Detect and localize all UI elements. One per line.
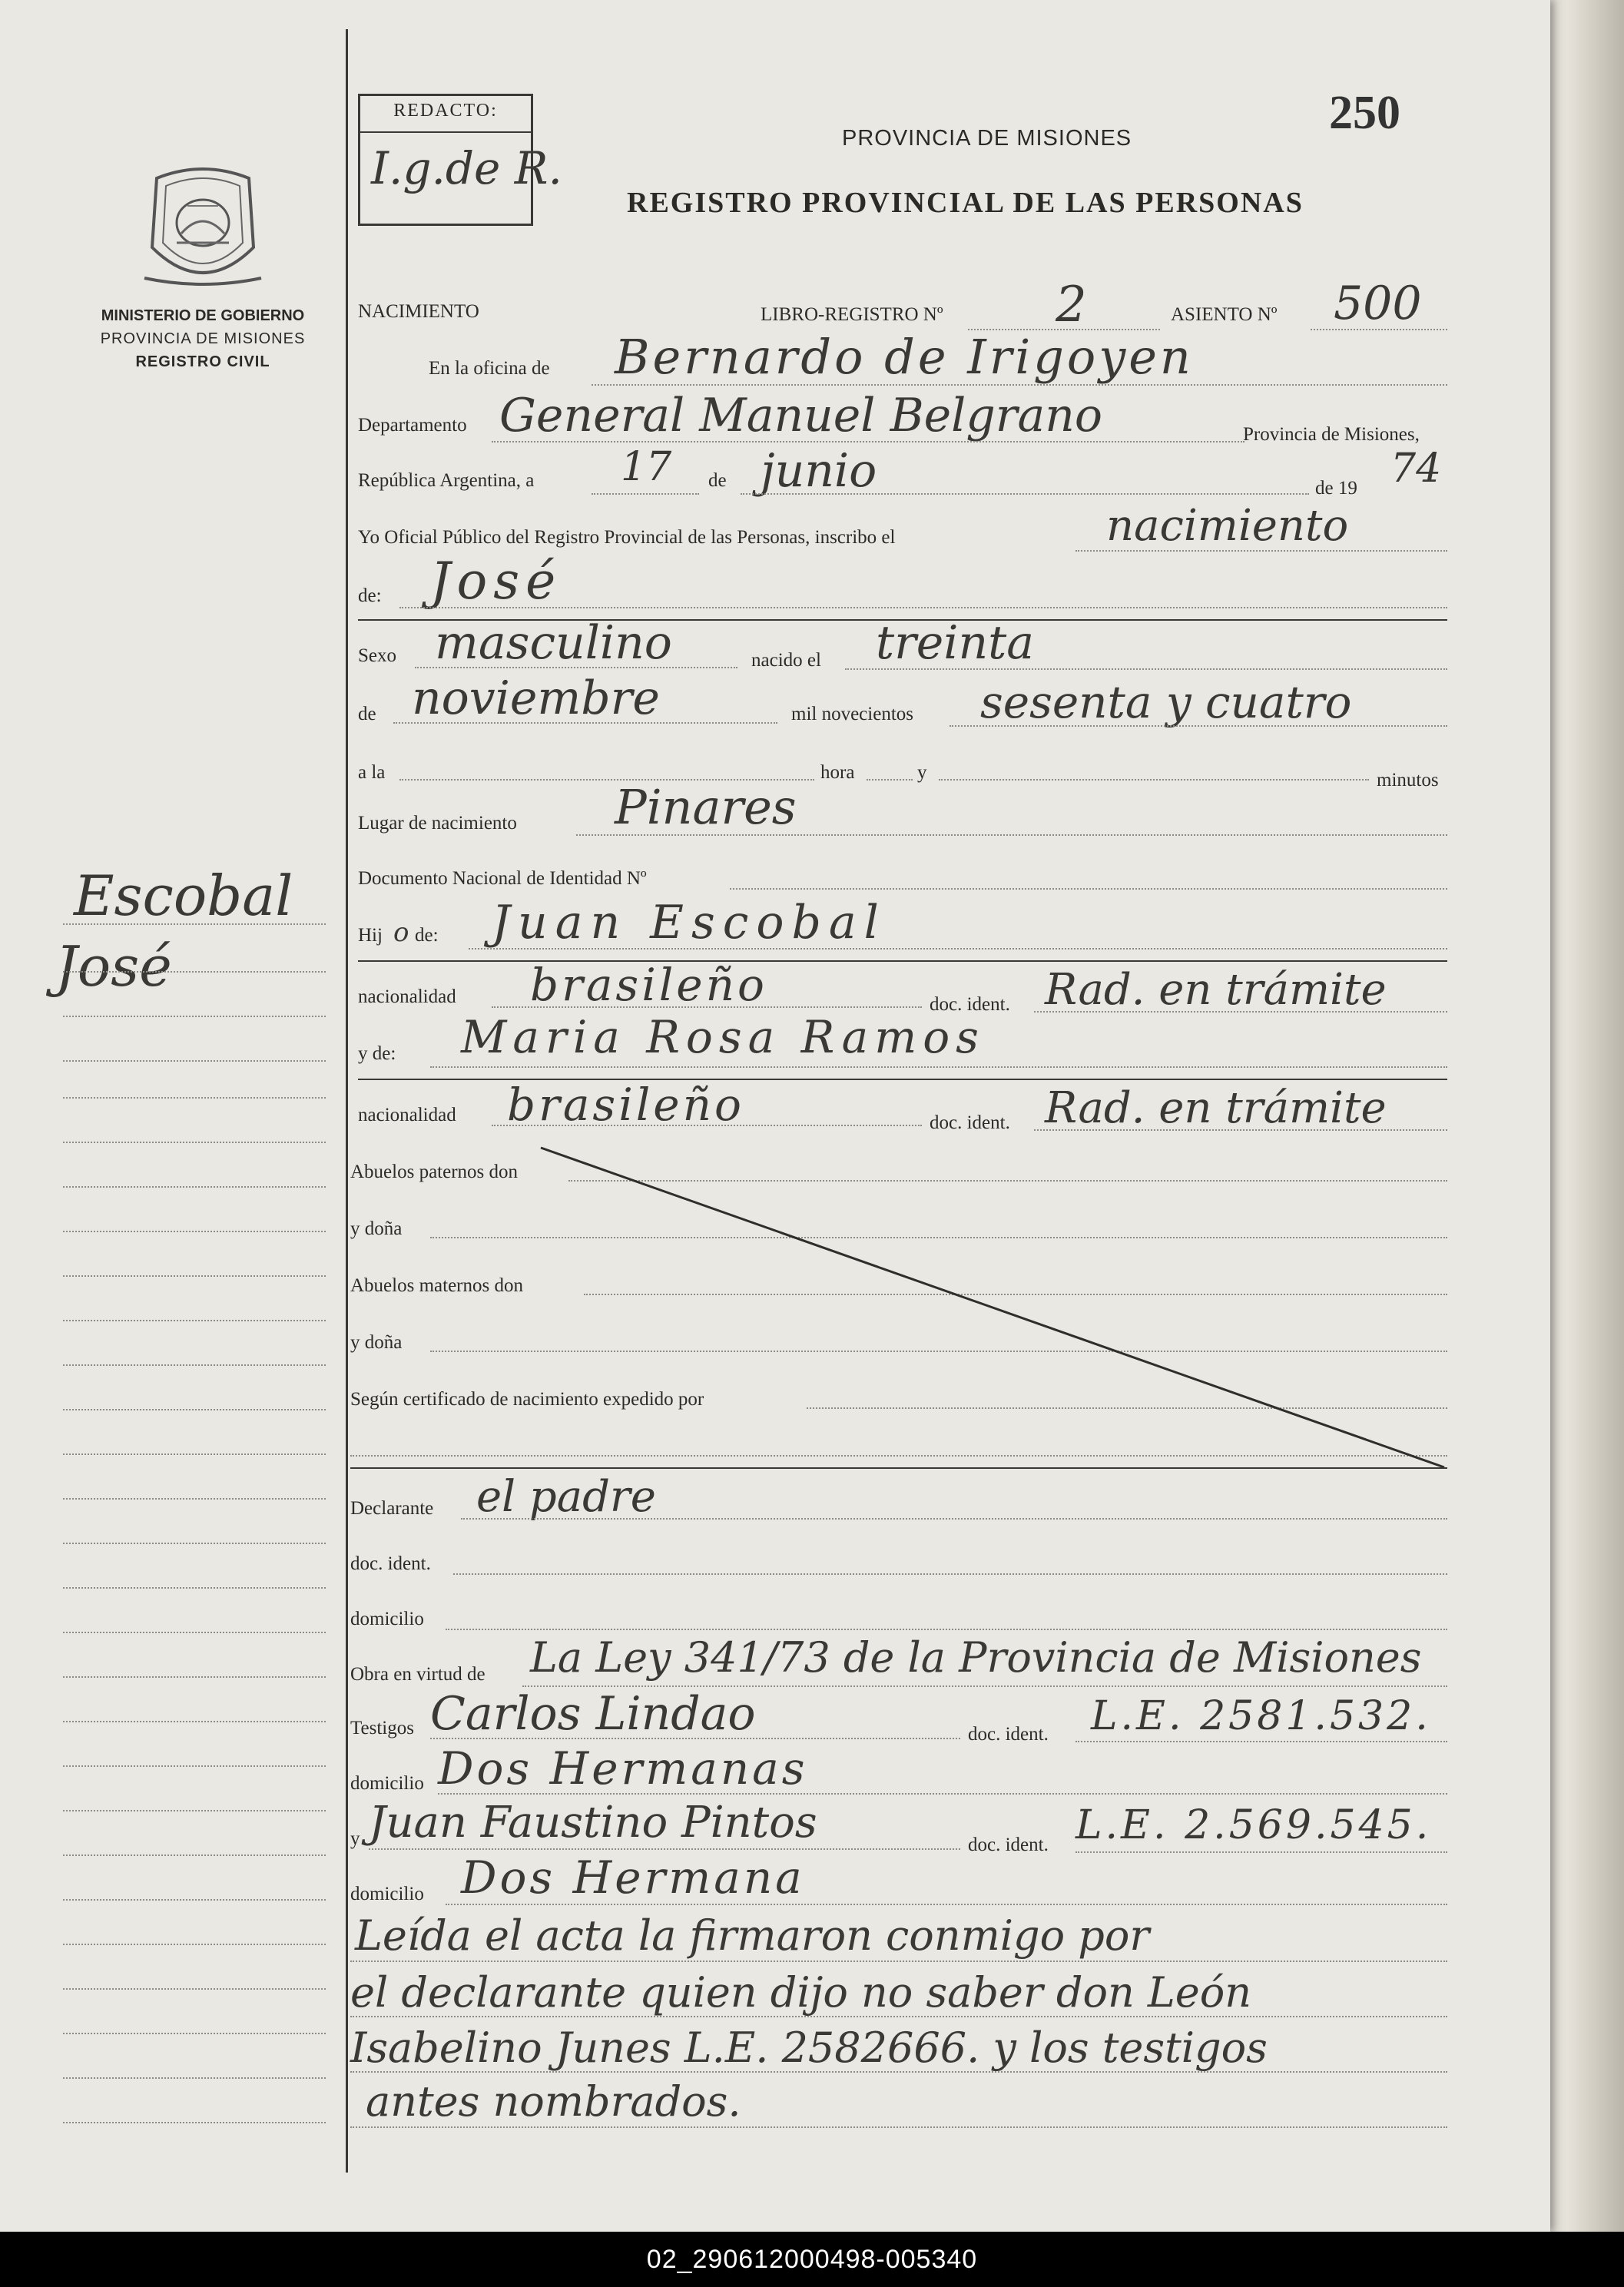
registered-name: José <box>430 552 562 611</box>
month-de-label: de <box>708 470 727 491</box>
at-label: a la <box>358 762 386 783</box>
declarant-doc-label: doc. ident. <box>350 1553 431 1574</box>
sex-label: Sexo <box>358 645 396 666</box>
margin-line <box>63 1016 326 1017</box>
margin-line <box>63 1676 326 1678</box>
father-name: Juan Escobal <box>492 896 887 950</box>
declarant-domicile-line <box>446 1629 1447 1630</box>
closing-line-4: antes nombrados. <box>366 2077 741 2126</box>
witness1-name: Carlos Lindao <box>430 1687 756 1741</box>
born-line <box>845 668 1447 670</box>
left-vertical-rule <box>346 29 348 2173</box>
redacto-initials: I.g.de R. <box>371 142 562 194</box>
witness2-doc-label: doc. ident. <box>968 1835 1049 1855</box>
witness1-domicile-label: domicilio <box>350 1773 424 1794</box>
margin-line <box>63 1142 326 1143</box>
mother-name: Maria Rosa Ramos <box>461 1011 985 1063</box>
cancellation-strike-line <box>538 1145 1460 1475</box>
margin-line <box>63 1587 326 1589</box>
witness1-doc: L.E. 2581.532. <box>1091 1693 1431 1739</box>
law-label: Obra en virtud de <box>350 1664 486 1685</box>
year-value: 74 <box>1390 446 1442 492</box>
mother-nationality: brasileño <box>507 1079 744 1131</box>
witness2-doc-line <box>1075 1851 1447 1853</box>
mother-nationality-line <box>492 1125 922 1126</box>
and-label: y <box>917 762 927 783</box>
officer-value: nacimiento <box>1106 501 1349 551</box>
child-de-label: de: <box>415 925 439 946</box>
officer-line <box>1075 550 1447 552</box>
maternal-grandparents-label: Abuelos maternos don <box>350 1275 523 1296</box>
birthplace-label: Lugar de nacimiento <box>358 813 517 834</box>
margin-given-name: José <box>55 934 172 999</box>
mother-doc: Rad. en trámite <box>1045 1083 1387 1133</box>
father-line <box>469 948 1447 950</box>
father-doc-line <box>1034 1011 1447 1013</box>
act-type-label: NACIMIENTO <box>358 301 479 322</box>
ministry-name: MINISTERIO DE GOBIERNO <box>101 307 305 324</box>
minutes-line <box>939 779 1369 781</box>
birthplace-line <box>576 834 1447 836</box>
margin-line <box>63 1364 326 1366</box>
child-suffix: o <box>393 917 409 948</box>
office-value: Bernardo de Irigoyen <box>615 329 1194 385</box>
department-line <box>492 441 1245 442</box>
year-label: de 19 <box>1315 478 1357 499</box>
year-words-line <box>950 725 1447 727</box>
month-value: junio <box>761 444 877 498</box>
closing-line-3: Isabelino Junes L.E. 2582666. y los testigos <box>350 2023 1268 2072</box>
father-nationality: brasileño <box>530 959 767 1011</box>
province-suffix: Provincia de Misiones, <box>1243 424 1420 445</box>
day-line <box>592 493 699 495</box>
margin-line <box>63 1944 326 1945</box>
ministry-block <box>65 304 341 373</box>
sex-value: masculino <box>435 616 672 670</box>
office-line <box>592 384 1447 386</box>
margin-line <box>63 1060 326 1062</box>
witness1-line <box>430 1738 960 1739</box>
paternal-grandparents-label: Abuelos paternos don <box>350 1162 519 1182</box>
witness1-domicile-line <box>438 1793 1447 1795</box>
law-value: La Ley 341/73 de la Provincia de Misiones <box>530 1633 1422 1682</box>
mother-doc-line <box>1034 1129 1447 1131</box>
margin-line <box>63 1632 326 1633</box>
month2-de-label: de <box>358 704 376 724</box>
declarant-domicile-label: domicilio <box>350 1609 424 1629</box>
witness2-line <box>369 1848 960 1850</box>
mother-line <box>430 1066 1447 1068</box>
mother-de-label: y de: <box>358 1043 396 1064</box>
margin-line <box>63 1988 326 1990</box>
sex-line <box>415 667 737 668</box>
closing-rule-4 <box>350 2126 1447 2128</box>
closing-rule-1 <box>350 1961 1447 1962</box>
margin-line <box>63 1899 326 1901</box>
born-label: nacido el <box>751 650 821 671</box>
closing-line-2: el declarante quien dijo no saber don León <box>350 1968 1251 2017</box>
mil-label: mil novecientos <box>791 704 913 724</box>
margin-line <box>63 1186 326 1188</box>
entry-line <box>1311 329 1447 330</box>
margin-line <box>63 1498 326 1500</box>
witness1-domicile: Dos Hermanas <box>438 1742 808 1795</box>
witness2-doc: L.E. 2.569.545. <box>1075 1802 1432 1848</box>
birthplace-value: Pinares <box>615 779 797 835</box>
margin-line <box>63 923 326 925</box>
margin-line <box>63 1810 326 1811</box>
margin-line <box>63 1231 326 1232</box>
ministry-registry: REGISTRO CIVIL <box>135 353 270 370</box>
page-number: 250 <box>1329 87 1400 139</box>
office-label: En la oficina de <box>429 358 550 379</box>
margin-line <box>63 1721 326 1722</box>
province-heading: PROVINCIA DE MISIONES <box>842 126 1132 151</box>
ministry-province: PROVINCIA DE MISIONES <box>100 330 306 347</box>
department-label: Departamento <box>358 415 467 436</box>
child-label: Hij <box>358 925 383 946</box>
redacto-divider <box>360 131 531 133</box>
witness2-and-label: y <box>350 1828 360 1849</box>
hour-gap-line <box>867 779 913 781</box>
margin-line <box>63 2122 326 2123</box>
witnesses-label: Testigos <box>350 1718 414 1738</box>
closing-rule-3 <box>350 2071 1447 2073</box>
witness2-domicile-line <box>446 1904 1447 1905</box>
closing-rule-2 <box>350 2016 1447 2017</box>
minutes-label: minutos <box>1377 770 1439 791</box>
witness2-domicile: Dos Hermana <box>461 1851 805 1904</box>
declarant-doc-line <box>453 1573 1447 1575</box>
margin-surname: Escobal <box>74 863 293 928</box>
margin-line <box>63 1453 326 1455</box>
redacto-box <box>358 94 562 226</box>
registry-heading: REGISTRO PROVINCIAL DE LAS PERSONAS <box>627 187 1304 219</box>
name-line <box>399 607 1447 608</box>
day-value: 17 <box>621 444 672 490</box>
image-caption: 02_290612000498-005340 <box>0 2232 1624 2287</box>
republic-label: República Argentina, a <box>358 470 535 491</box>
declarant-value: el padre <box>476 1472 656 1522</box>
born-value: treinta <box>876 616 1035 670</box>
declarant-label: Declarante <box>350 1498 434 1519</box>
margin-line <box>63 1097 326 1099</box>
hour-label: hora <box>820 762 855 783</box>
witness2-name: Juan Faustino Pintos <box>369 1798 817 1848</box>
section-divider <box>350 1467 1447 1469</box>
father-nationality-label: nacionalidad <box>358 986 456 1007</box>
dni-line <box>730 888 1447 890</box>
margin-line <box>63 971 326 973</box>
provincial-seal-icon <box>141 163 264 287</box>
closing-line-1: Leída el acta la firmaron conmigo por <box>355 1911 1150 1960</box>
witness1-doc-line <box>1075 1741 1447 1742</box>
mother-doc-label: doc. ident. <box>930 1112 1010 1133</box>
entry-value: 500 <box>1334 277 1422 330</box>
year-words-value: sesenta y cuatro <box>980 676 1352 728</box>
margin-line <box>63 2033 326 2034</box>
margin-line <box>63 1275 326 1277</box>
maternal-dona-label: y doña <box>350 1332 403 1353</box>
dni-label: Documento Nacional de Identidad Nº <box>358 868 647 889</box>
witness2-domicile-label: domicilio <box>350 1884 424 1904</box>
declarant-line <box>461 1518 1447 1520</box>
margin-line <box>63 2077 326 2079</box>
paternal-dona-label: y doña <box>350 1218 403 1239</box>
margin-line <box>63 1409 326 1410</box>
month2-value: noviembre <box>412 671 660 725</box>
department-value: General Manuel Belgrano <box>499 389 1102 442</box>
father-doc-label: doc. ident. <box>930 994 1010 1015</box>
margin-line <box>63 1320 326 1321</box>
certificate-label: Según certificado de nacimiento expedido por <box>350 1389 704 1410</box>
book-value: 2 <box>1056 277 1087 333</box>
margin-line <box>63 1854 326 1856</box>
month2-line <box>393 722 777 724</box>
entry-label: ASIENTO Nº <box>1171 304 1278 325</box>
margin-line <box>63 1543 326 1544</box>
name-de-label: de: <box>358 585 382 606</box>
witness1-doc-label: doc. ident. <box>968 1724 1049 1745</box>
father-nationality-line <box>492 1006 922 1008</box>
mother-nationality-label: nacionalidad <box>358 1105 456 1125</box>
officer-label: Yo Oficial Público del Registro Provincial de las Personas, inscribo el <box>358 527 896 548</box>
father-doc: Rad. en trámite <box>1045 965 1387 1015</box>
month-line <box>741 493 1309 495</box>
redacto-label: REDACTO: <box>393 101 498 121</box>
book-label: LIBRO-REGISTRO Nº <box>761 304 943 325</box>
margin-line <box>63 1765 326 1767</box>
section-divider <box>358 960 1447 962</box>
